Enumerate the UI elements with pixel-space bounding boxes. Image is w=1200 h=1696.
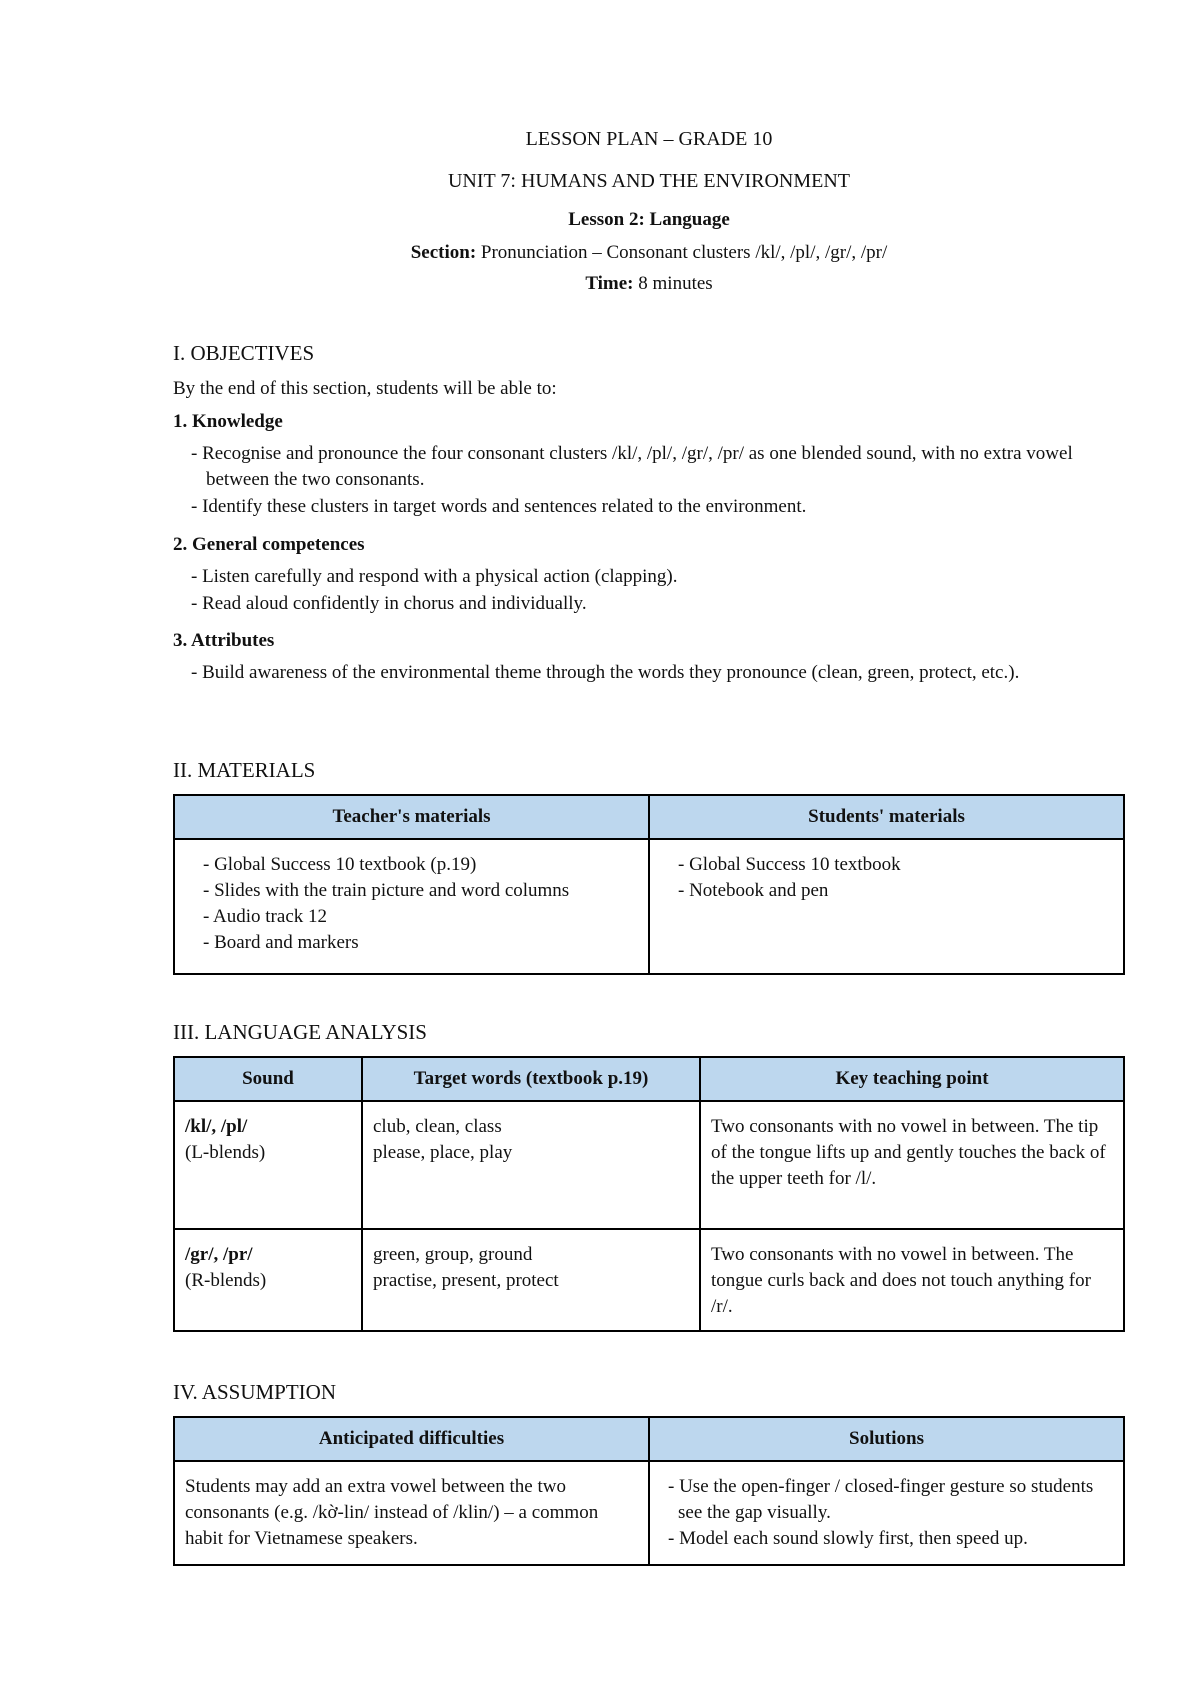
list-item: - Use the open-finger / closed-finger gesture so students see the gap visually. — [668, 1476, 1094, 1523]
list-item: - Slides with the train picture and word columns — [203, 880, 570, 901]
analysis-table — [173, 1056, 1125, 1332]
objectives-intro: By the end of this section, students will be able to: — [173, 378, 557, 399]
time-label: Time: — [585, 273, 634, 294]
attributes-heading: 3. Attributes — [173, 630, 275, 651]
solutions-header: Solutions — [649, 1417, 1124, 1461]
time-value: 8 minutes — [633, 273, 713, 294]
list-item: - Board and markers — [203, 932, 359, 953]
knowledge-list — [191, 441, 1111, 521]
sound-value: /kl/, /pl/ — [185, 1116, 248, 1137]
list-item: - Notebook and pen — [678, 880, 829, 901]
list-item: - Build awareness of the environmental theme through the words they pronounce (clean, green, protect, etc.). — [191, 662, 1020, 683]
objectives-heading: I. OBJECTIVES — [173, 341, 315, 365]
target-words-cell — [362, 1101, 700, 1229]
table-row — [174, 1461, 1124, 1565]
section-line — [173, 242, 1125, 264]
materials-table — [173, 794, 1125, 975]
materials-heading: II. MATERIALS — [173, 758, 316, 782]
solutions-cell — [649, 1461, 1124, 1565]
attributes-list — [191, 660, 1111, 687]
difficulty-cell: Students may add an extra vowel between the two consonants (e.g. /kờ-lin/ instead of /klin/) – a common habit for Vietnamese speakers. — [174, 1461, 649, 1565]
list-item: - Global Success 10 textbook — [678, 854, 901, 875]
assumption-table — [173, 1416, 1125, 1566]
list-item: - Audio track 12 — [203, 906, 328, 927]
teaching-point-cell: Two consonants with no vowel in between. The tip of the tongue lifts up and gently touches the back of the upper teeth for /l/. — [700, 1101, 1124, 1229]
teacher-materials-header: Teacher's materials — [174, 795, 649, 839]
sound-group: (L-blends) — [185, 1142, 266, 1163]
teaching-point-header: Key teaching point — [700, 1057, 1124, 1101]
list-item: - Recognise and pronounce the four consonant clusters /kl/, /pl/, /gr/, /pr/ as one blended sound, with no extra vowel between the two consonants. — [191, 443, 1073, 490]
list-item: - Identify these clusters in target words and sentences related to the environment. — [191, 496, 807, 517]
list-item: - Listen carefully and respond with a physical action (clapping). — [191, 566, 678, 587]
target-words-line: please, place, play — [373, 1142, 513, 1163]
unit-title: UNIT 7: HUMANS AND THE ENVIRONMENT — [447, 170, 851, 192]
difficulties-header: Anticipated difficulties — [174, 1417, 649, 1461]
target-words-line: green, group, ground — [373, 1244, 533, 1265]
sound-cell — [174, 1229, 362, 1331]
knowledge-heading: 1. Knowledge — [173, 411, 283, 432]
list-item: - Model each sound slowly first, then speed up. — [668, 1528, 1028, 1549]
time-line — [173, 273, 1125, 295]
target-words-line: practise, present, protect — [373, 1270, 559, 1291]
target-words-cell — [362, 1229, 700, 1331]
teaching-point-cell: Two consonants with no vowel in between. The tongue curls back and does not touch anything for /r/. — [700, 1229, 1124, 1331]
target-words-header: Target words (textbook p.19) — [362, 1057, 700, 1101]
section-label: Section: — [410, 242, 477, 263]
sound-group: (R-blends) — [185, 1270, 267, 1291]
section-value: Pronunciation – Consonant clusters /kl/, /pl/, /gr/, /pr/ — [476, 242, 888, 263]
competences-heading: 2. General competences — [173, 534, 365, 555]
target-words-line: club, clean, class — [373, 1116, 502, 1137]
sound-value: /gr/, /pr/ — [185, 1244, 253, 1265]
list-item: - Read aloud confidently in chorus and individually. — [191, 593, 587, 614]
sound-header: Sound — [174, 1057, 362, 1101]
document-title: LESSON PLAN – GRADE 10 — [525, 128, 773, 150]
students-materials-header: Students' materials — [649, 795, 1124, 839]
teacher-materials-cell — [174, 839, 649, 974]
assumption-heading: IV. ASSUMPTION — [173, 1380, 336, 1404]
sound-cell — [174, 1101, 362, 1229]
lesson-title: Lesson 2: Language — [568, 209, 730, 230]
analysis-heading: III. LANGUAGE ANALYSIS — [173, 1020, 427, 1044]
list-item: - Global Success 10 textbook (p.19) — [203, 854, 477, 875]
students-materials-cell — [649, 839, 1124, 974]
competences-list — [191, 564, 1111, 618]
table-row — [174, 1101, 1124, 1229]
table-row — [174, 1229, 1124, 1331]
